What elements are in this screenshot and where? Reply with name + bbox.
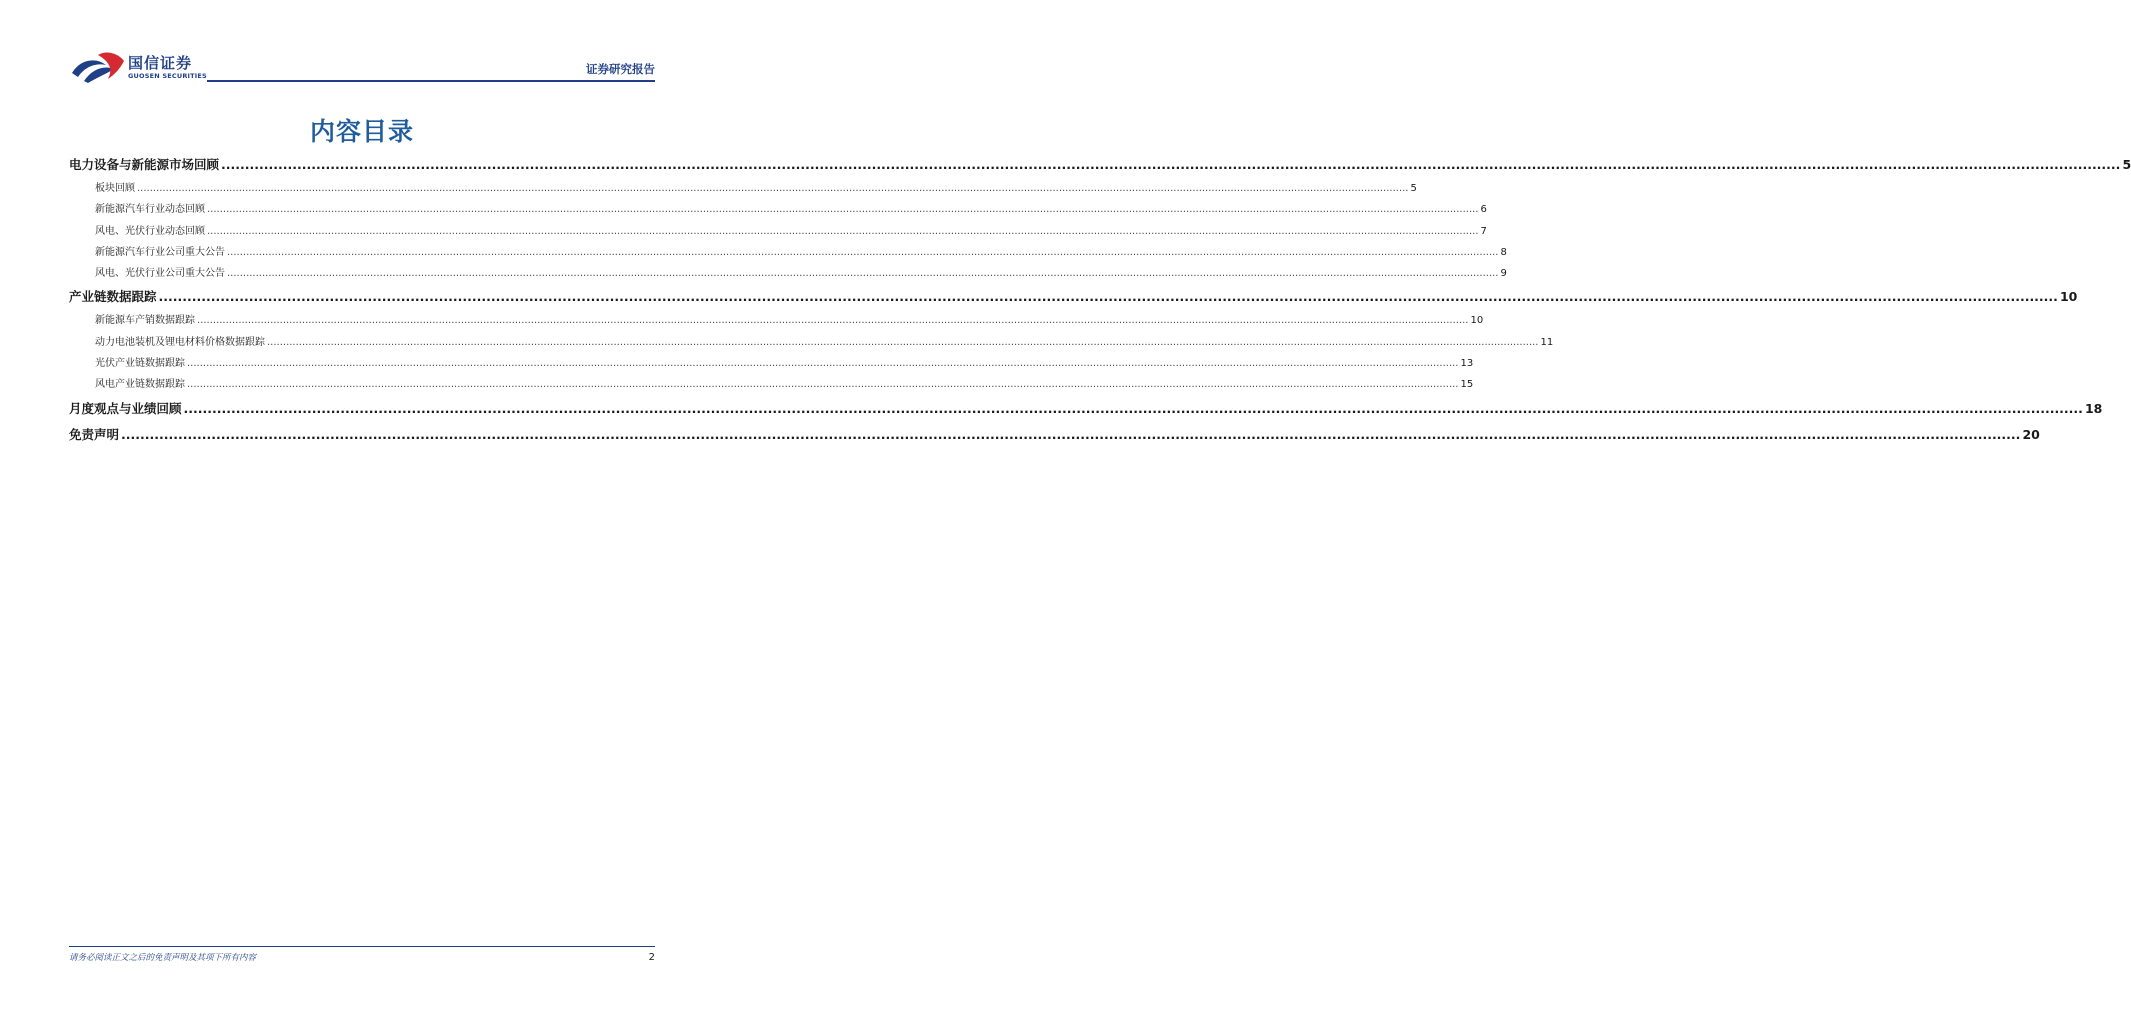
header-divider [207, 80, 655, 82]
toc-entry-label: 光伏产业链数据跟踪 [95, 358, 185, 370]
toc-entry-label: 新能源车产销数据跟踪 [95, 315, 195, 327]
toc-entry-page: 15 [1460, 379, 1474, 391]
toc-entry-label: 免责声明 [69, 426, 120, 442]
toc-dot-leader: ................................................................................................................................................................................................................................................................................................................................................................................................................ [221, 157, 2121, 172]
toc-dot-leader: ................................................................................................................................................................................................................................................................................................................................................................................................................ [183, 400, 2083, 416]
toc-entry-label: 月度观点与业绩回顾 [69, 400, 182, 416]
toc-entry-page: 13 [1460, 358, 1474, 370]
toc-dot-leader: ................................................................................................................................................................................................................................................................................................................................................................................................................ [158, 289, 2058, 305]
toc-subsection-entry[interactable] [69, 310, 1484, 331]
guosen-logo-icon [70, 51, 126, 85]
toc-subsection-entry[interactable] [69, 199, 1487, 220]
toc-entry-label: 风电产业链数据跟踪 [95, 379, 185, 391]
table-of-contents [69, 152, 2131, 448]
toc-entry-page: 6 [1480, 204, 1487, 216]
toc-entry-label: 风电、光伏行业动态回顾 [95, 225, 205, 237]
toc-subsection-entry[interactable] [69, 178, 1417, 199]
toc-entry-page: 11 [1540, 336, 1554, 348]
toc-subsection-entry[interactable] [69, 353, 1474, 374]
toc-dot-leader: ................................................................................................................................................................................................................................................................................................................................................................................................................ [207, 225, 1479, 237]
toc-entry-page: 9 [1500, 268, 1507, 280]
toc-dot-leader: ................................................................................................................................................................................................................................................................................................................................................................................................................ [187, 358, 1459, 370]
toc-section-entry[interactable] [69, 152, 2131, 178]
toc-entry-page: 8 [1500, 246, 1507, 258]
toc-dot-leader: ................................................................................................................................................................................................................................................................................................................................................................................................................ [227, 246, 1499, 258]
toc-subsection-entry[interactable] [69, 332, 1554, 353]
toc-entry-label: 电力设备与新能源市场回顾 [69, 157, 220, 172]
toc-subsection-entry[interactable] [69, 242, 1507, 263]
brand-name-cn: 国信证券 [128, 54, 193, 72]
toc-entry-label: 动力电池装机及锂电材料价格数据跟踪 [95, 336, 265, 348]
toc-entry-label: 风电、光伏行业公司重大公告 [95, 268, 225, 280]
footer-divider [69, 946, 655, 947]
toc-entry-page: 10 [2059, 289, 2078, 305]
toc-subsection-entry[interactable] [69, 263, 1507, 284]
toc-dot-leader: ................................................................................................................................................................................................................................................................................................................................................................................................................ [227, 268, 1499, 280]
toc-entry-page: 5 [2122, 157, 2131, 172]
toc-title: 内容目录 [309, 117, 414, 146]
toc-dot-leader: ................................................................................................................................................................................................................................................................................................................................................................................................................ [187, 379, 1459, 391]
toc-dot-leader: ................................................................................................................................................................................................................................................................................................................................................................................................................ [137, 183, 1409, 194]
toc-subsection-entry[interactable] [69, 374, 1474, 395]
page-header [0, 0, 724, 90]
toc-entry-label: 新能源汽车行业公司重大公告 [95, 246, 225, 258]
toc-entry-page: 7 [1480, 225, 1487, 237]
toc-dot-leader: ................................................................................................................................................................................................................................................................................................................................................................................................................ [121, 426, 2021, 442]
toc-entry-label: 板块回顾 [95, 183, 135, 194]
toc-dot-leader: ................................................................................................................................................................................................................................................................................................................................................................................................................ [207, 204, 1479, 216]
toc-entry-label: 新能源汽车行业动态回顾 [95, 204, 205, 216]
toc-subsection-entry[interactable] [69, 221, 1487, 242]
toc-entry-page: 20 [2022, 426, 2040, 442]
toc-section-entry[interactable] [69, 284, 2078, 310]
toc-entry-label: 产业链数据跟踪 [69, 289, 157, 305]
toc-section-entry[interactable] [69, 422, 2040, 448]
report-type-label: 证券研究报告 [586, 62, 655, 76]
toc-entry-page: 5 [1410, 183, 1417, 194]
toc-entry-page: 18 [2084, 400, 2103, 416]
footer-disclaimer: 请务必阅读正文之后的免责声明及其项下所有内容 [69, 953, 257, 963]
toc-section-entry[interactable] [69, 396, 2103, 422]
toc-dot-leader: ................................................................................................................................................................................................................................................................................................................................................................................................................ [197, 315, 1469, 327]
brand-name-en: GUOSEN SECURITIES [128, 72, 207, 80]
toc-dot-leader: ................................................................................................................................................................................................................................................................................................................................................................................................................ [267, 336, 1539, 348]
toc-entry-page: 10 [1470, 315, 1484, 327]
page-number: 2 [648, 952, 655, 963]
